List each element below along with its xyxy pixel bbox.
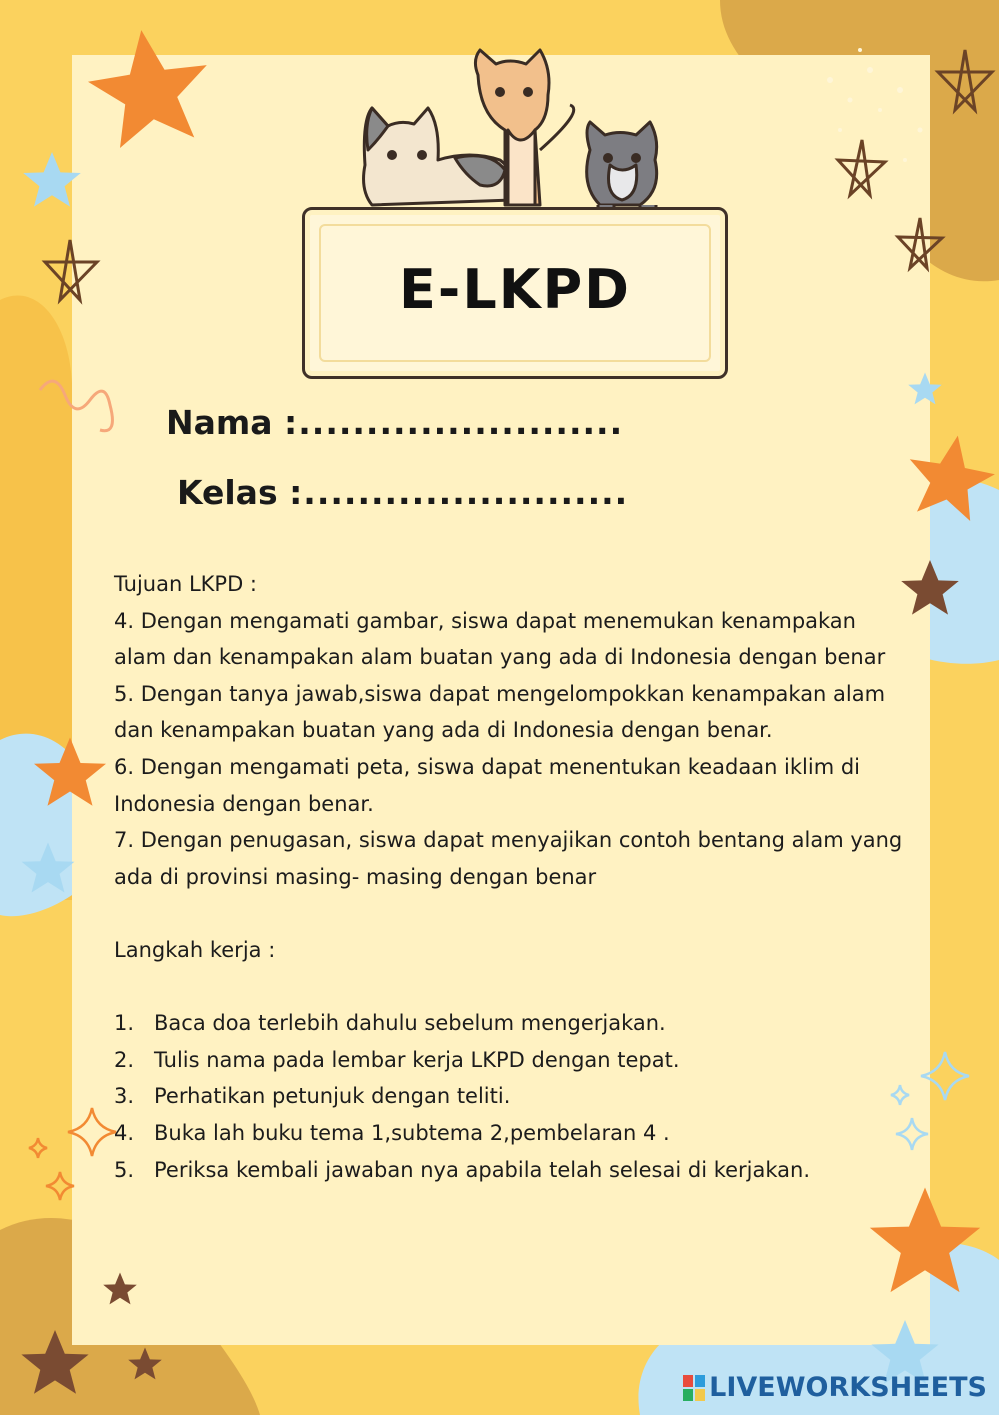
objective-item: 4. Dengan mengamati gambar, siswa dapat menemukan kenampakan alam dan kenampakan alam buatan yang ada di Indonesia dengan benar xyxy=(114,608,886,670)
name-field[interactable] xyxy=(166,403,623,442)
page-title: E-LKPD xyxy=(399,258,631,321)
logo-icon xyxy=(683,1375,705,1401)
class-field[interactable] xyxy=(177,473,628,512)
objective-item: 5. Dengan tanya jawab,siswa dapat mengelompokkan kenampakan alam dan kenampakan buatan yang ada di Indonesia dengan benar. xyxy=(114,681,886,743)
class-input[interactable]: :........................ xyxy=(289,473,629,512)
list-item: 5. Periksa kembali jawaban nya apabila telah selesai di kerjakan. xyxy=(114,1157,811,1182)
liveworksheets-logo xyxy=(683,1372,987,1403)
name-label: Nama xyxy=(166,403,273,442)
objectives-heading: Tujuan LKPD : xyxy=(114,572,258,596)
name-input[interactable]: :........................ xyxy=(284,403,624,442)
title-card xyxy=(302,207,728,379)
steps-heading: Langkah kerja : xyxy=(114,937,276,962)
class-label: Kelas xyxy=(177,473,278,512)
objective-item: 7. Dengan penugasan, siswa dapat menyajikan contoh bentang alam yang ada di provinsi masing- masing dengan benar xyxy=(114,828,903,889)
objective-item: 6. Dengan mengamati peta, siswa dapat menentukan keadaan iklim di Indonesia dengan benar. xyxy=(114,754,861,816)
list-item: 1. Baca doa terlebih dahulu sebelum mengerjakan. xyxy=(114,1011,666,1036)
list-item: 2. Tulis nama pada lembar kerja LKPD dengan tepat. xyxy=(114,1047,680,1072)
steps-list xyxy=(114,1005,914,1188)
worksheet-content xyxy=(114,566,914,1188)
watermark-text: LIVEWORKSHEETS xyxy=(709,1372,987,1403)
list-item: 3. Perhatikan petunjuk dengan teliti. xyxy=(114,1084,511,1109)
list-item: 4. Buka lah buku tema 1,subtema 2,pembelaran 4 . xyxy=(114,1120,670,1145)
